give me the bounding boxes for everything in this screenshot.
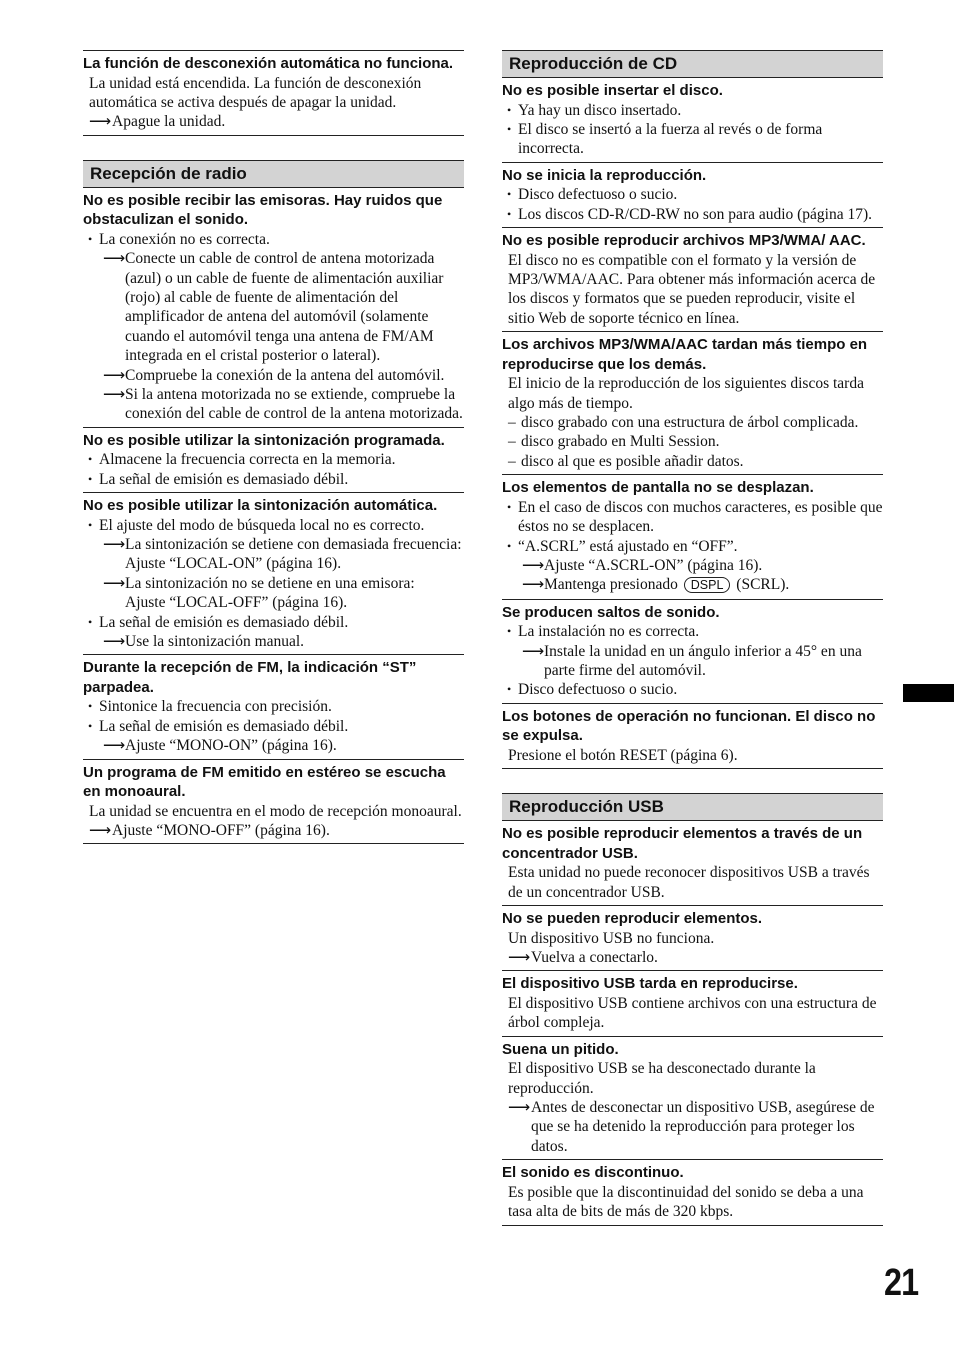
text-line: [502, 1183, 883, 1222]
arrow-icon: ⟶: [522, 642, 545, 660]
line-text: La unidad se encuentra en el modo de recepción monoaural.: [89, 802, 462, 820]
dash-icon: –: [508, 433, 516, 451]
problem-title: No es posible insertar el disco.: [502, 82, 723, 99]
section: [83, 160, 464, 845]
arrow-icon: ⟶: [103, 366, 126, 384]
solution-item: [83, 249, 464, 365]
section: [502, 793, 883, 1225]
arrow-icon: ⟶: [103, 737, 126, 755]
solution-item: [83, 535, 464, 554]
troubleshooting-block: [502, 332, 883, 475]
dspl-button-symbol: DSPL: [684, 577, 731, 593]
bullet-item: [83, 470, 464, 489]
line-text: Ajuste “A.SCRL-ON” (página 16).: [544, 556, 763, 574]
solution-item: [83, 366, 464, 385]
line-text: Vuelva a conectarlo.: [531, 948, 658, 966]
problem-title: Durante la recepción de FM, la indicación “ST” parpadea.: [83, 659, 417, 696]
section: [502, 50, 883, 769]
solution-item: [83, 736, 464, 755]
dash-icon: –: [508, 452, 516, 470]
text-line: [502, 994, 883, 1033]
problem-title: Los archivos MP3/WMA/AAC tardan más tiempo en reproducirse que los demás.: [502, 336, 868, 373]
line-text: Conecte un cable de control de antena motorizada (azul) o un cable de fuente de alimentación auxiliar (rojo) al cable de fuente de alimentación del amplificador de antena del automóvil (solamente cuando el automóvil tenga una antena de FM/AM integrada en el cristal posterior o lateral).: [125, 250, 444, 365]
text-line: [83, 802, 464, 821]
arrow-icon: ⟶: [89, 113, 112, 131]
problem-title: No se pueden reproducir elementos.: [502, 910, 763, 928]
solution-item: [83, 385, 464, 424]
text-line: [83, 74, 464, 113]
line-text: Use la sintonización manual.: [125, 633, 305, 651]
bullet-item: [83, 697, 464, 716]
line-text: Los discos CD-R/CD-RW no son para audio (página 17).: [518, 205, 873, 223]
section-tab-marker: [903, 684, 954, 702]
arrow-icon: ⟶: [103, 633, 126, 651]
text-line: [83, 554, 464, 573]
arrow-icon: ⟶: [103, 574, 126, 592]
text-line: [502, 251, 883, 329]
problem-title: El sonido es discontinuo.: [502, 1164, 684, 1182]
troubleshooting-block: [83, 655, 464, 759]
troubleshooting-block: [502, 821, 883, 906]
line-text: Es posible que la discontinuidad del sonido se deba a una tasa alta de bits de más de 320 kbps.: [508, 1183, 864, 1221]
line-text: disco grabado con una estructura de árbol complicada.: [521, 413, 859, 431]
problem-title: El dispositivo USB tarda en reproducirse.: [502, 975, 798, 993]
line-text-after: (SCRL).: [736, 576, 790, 594]
line-text: El dispositivo USB se ha desconectado durante la reproducción.: [508, 1060, 816, 1097]
line-text: Almacene la frecuencia correcta en la memoria.: [99, 451, 396, 469]
bullet-item: [502, 101, 883, 120]
section-heading: Reproducción de CD: [502, 50, 883, 78]
solution-item: [83, 821, 464, 840]
line-text: disco al que es posible añadir datos.: [521, 452, 744, 470]
line-text: La instalación no es correcta.: [518, 623, 700, 641]
section: [83, 50, 464, 136]
troubleshooting-block: [502, 78, 883, 163]
page-number: 21: [884, 1262, 919, 1304]
line-text: Instale la unidad en un ángulo inferior a 45° en una parte firme del automóvil.: [544, 642, 862, 680]
line-text: Mantenga presionado: [544, 576, 678, 594]
troubleshooting-block: [502, 704, 883, 769]
text-line: [502, 374, 883, 413]
line-text: Ajuste “LOCAL-ON” (página 16).: [125, 555, 342, 573]
line-text: La conexión no es correcta.: [99, 230, 270, 248]
section-heading: Reproducción USB: [502, 793, 883, 821]
line-text: En el caso de discos con muchos caracteres, es posible que éstos no se desplacen.: [518, 498, 883, 536]
line-text: Antes de desconectar un dispositivo USB, asegúrese de que se ha detenido la reproducción para proteger los datos.: [531, 1099, 875, 1155]
troubleshooting-block: [502, 475, 883, 600]
bullet-item: [502, 185, 883, 204]
troubleshooting-block: [83, 428, 464, 493]
solution-item: [83, 112, 464, 131]
problem-title: No es posible reproducir elementos a través de un concentrador USB.: [502, 825, 863, 862]
line-text: Presione el botón RESET (página 6).: [508, 746, 738, 764]
text-line: [502, 452, 883, 471]
bullet-item: [83, 613, 464, 632]
problem-title: No es posible reproducir archivos MP3/WMA/ AAC.: [502, 232, 866, 250]
solution-item: [502, 556, 883, 575]
line-text: disco grabado en Multi Session.: [521, 433, 720, 451]
bullet-item: [502, 680, 883, 699]
bullet-item: [502, 498, 883, 537]
problem-title: No es posible utilizar la sintonización automática.: [83, 497, 438, 515]
text-line: [502, 1059, 883, 1098]
troubleshooting-block: [83, 760, 464, 845]
solution-item: [502, 642, 883, 681]
troubleshooting-block: [502, 228, 883, 332]
problem-title: Los elementos de pantalla no se desplazan.: [502, 479, 814, 497]
troubleshooting-block: [502, 1037, 883, 1161]
problem-title: Un programa de FM emitido en estéreo se escucha en monoaural.: [83, 763, 446, 801]
arrow-icon: ⟶: [103, 385, 126, 403]
bullet-item: [502, 537, 883, 556]
line-text: La unidad está encendida. La función de desconexión automática se activa después de apagar la unidad.: [89, 74, 422, 111]
bullet-item: [83, 450, 464, 469]
bullet-item: [83, 230, 464, 249]
line-text: Disco defectuoso o sucio.: [518, 681, 678, 699]
problem-title: Los botones de operación no funcionan. El disco no se expulsa.: [502, 707, 876, 745]
arrow-icon: ⟶: [522, 556, 545, 574]
text-line: [502, 863, 883, 902]
arrow-icon: ⟶: [103, 250, 126, 268]
line-text: Si la antena motorizada no se extiende, compruebe la conexión del cable de control de la antena motorizada.: [125, 385, 463, 423]
problem-title: No es posible utilizar la sintonización programada.: [83, 431, 445, 449]
line-text: La señal de emisión es demasiado débil.: [99, 470, 349, 488]
dash-icon: –: [508, 413, 516, 431]
bullet-item: [83, 516, 464, 535]
line-text: La señal de emisión es demasiado débil.: [99, 717, 349, 735]
line-text: “A.SCRL” está ajustado en “OFF”.: [518, 537, 738, 555]
line-text: La señal de emisión es demasiado débil.: [99, 613, 349, 631]
problem-title: La función de desconexión automática no funciona.: [83, 55, 454, 72]
text-line: [502, 746, 883, 765]
line-text: El disco se insertó a la fuerza al revés o de forma incorrecta.: [518, 120, 823, 158]
line-text: El inicio de la reproducción de los siguientes discos tarda algo más de tiempo.: [508, 375, 864, 412]
text-line: [83, 593, 464, 612]
arrow-icon: ⟶: [508, 948, 531, 966]
problem-title: Se producen saltos de sonido.: [502, 603, 720, 621]
line-text: Compruebe la conexión de la antena del automóvil.: [125, 366, 445, 384]
bullet-item: [502, 622, 883, 641]
line-text: Esta unidad no puede reconocer dispositivos USB a través de un concentrador USB.: [508, 864, 870, 901]
solution-item: [502, 1098, 883, 1156]
arrow-icon: ⟶: [89, 822, 112, 840]
problem-title: No se inicia la reproducción.: [502, 166, 707, 184]
solution-item: [502, 948, 883, 967]
line-text: El disco no es compatible con el formato y la versión de MP3/WMA/AAC. Para obtener más información acerca de los discos y formatos que se pueden reproducir, visite el sitio Web de soporte técnico en línea.: [508, 251, 876, 327]
problem-title: Suena un pitido.: [502, 1040, 619, 1058]
troubleshooting-block: [502, 971, 883, 1036]
text-line: [502, 413, 883, 432]
line-text: La sintonización no se detiene en una emisora:: [125, 574, 415, 592]
line-text: El ajuste del modo de búsqueda local no es correcto.: [99, 516, 425, 534]
troubleshooting-block: [502, 600, 883, 704]
bullet-item: [502, 205, 883, 224]
troubleshooting-block: [502, 906, 883, 971]
right-column: [502, 50, 883, 1226]
troubleshooting-block: [502, 1160, 883, 1225]
arrow-icon: ⟶: [522, 576, 545, 594]
troubleshooting-block: [502, 163, 883, 228]
text-line: [502, 432, 883, 451]
troubleshooting-block: [83, 188, 464, 428]
left-column: [83, 50, 464, 844]
bullet-item: [502, 120, 883, 159]
bullet-item: [83, 717, 464, 736]
line-text: Ajuste “MONO-ON” (página 16).: [125, 737, 337, 755]
line-text: Disco defectuoso o sucio.: [518, 186, 678, 204]
line-text: Apague la unidad.: [112, 113, 226, 131]
line-text: Ya hay un disco insertado.: [518, 101, 682, 119]
arrow-icon: ⟶: [103, 536, 126, 553]
line-text: La sintonización se detiene con demasiada frecuencia:: [125, 536, 462, 553]
solution-item: [83, 574, 464, 593]
line-text: El dispositivo USB contiene archivos con una estructura de árbol compleja.: [508, 994, 877, 1032]
line-text: Ajuste “MONO-OFF” (página 16).: [112, 822, 330, 840]
troubleshooting-block: [83, 493, 464, 655]
problem-title: No es posible recibir las emisoras. Hay ruidos que obstaculizan el sonido.: [83, 191, 443, 229]
solution-item: [83, 632, 464, 651]
solution-item: [502, 575, 883, 595]
line-text: Un dispositivo USB no funciona.: [508, 929, 715, 947]
line-text: Sintonice la frecuencia con precisión.: [99, 698, 332, 716]
section-heading: Recepción de radio: [83, 160, 464, 188]
arrow-icon: ⟶: [508, 1099, 531, 1116]
line-text: Ajuste “LOCAL-OFF” (página 16).: [125, 594, 348, 612]
text-line: [502, 929, 883, 948]
troubleshooting-block: [83, 51, 464, 136]
